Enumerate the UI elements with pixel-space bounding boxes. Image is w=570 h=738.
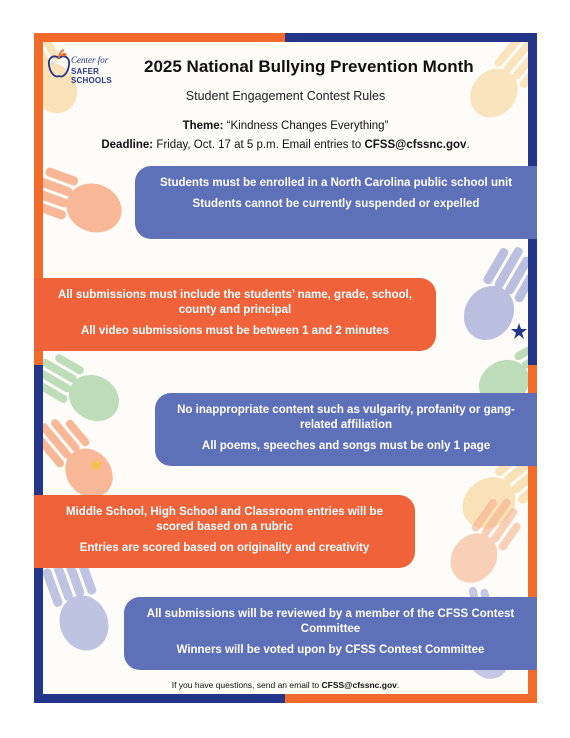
rule-3-line-1: No inappropriate content such as vulgarity, profanity or gang-related affiliation (177, 404, 515, 431)
rule-4-line-1: Middle School, High School and Classroom entries will be scored based on a rubric (66, 506, 383, 533)
rule-5-line-2: Winners will be voted upon by CFSS Contest Committee (176, 644, 485, 656)
rule-1-line-1: Students must be enrolled in a North Carolina public school unit (159, 177, 513, 189)
handprint-icon (34, 407, 123, 507)
handprint-icon (34, 161, 129, 240)
footer-email[interactable]: CFSS@cfssnc.gov (321, 680, 397, 690)
rule-box-1 (135, 166, 537, 239)
footer-text: If you have questions, send an email to (171, 680, 322, 690)
rule-2-line-1: All submissions must include the students’ name, grade, school, county and principal (57, 289, 413, 316)
cfss-logo (47, 43, 139, 85)
border-top-right (285, 33, 537, 42)
flyer (34, 33, 537, 703)
rule-2-line-2: All video submissions must be between 1 and 2 minutes (80, 325, 390, 337)
handprint-icon (460, 33, 537, 127)
handprint-icon (454, 239, 537, 350)
rule-box-5 (124, 597, 537, 670)
rule-3-line-2: All poems, speeches and songs must be only 1 page (201, 440, 491, 452)
border-top-left (34, 33, 285, 42)
rule-box-3 (155, 393, 537, 466)
border-bottom-right (285, 694, 537, 703)
theme-value: “Kindness Changes Everything” (223, 120, 389, 132)
deadline-end: . (466, 139, 470, 151)
page-title: 2025 National Bullying Prevention Month (144, 57, 474, 76)
theme-line (34, 120, 537, 132)
apple-logo-icon (47, 49, 71, 79)
theme-label: Theme: (182, 120, 224, 132)
rule-4-line-2: Entries are scored based on originality and creativity (79, 542, 370, 554)
border-bottom-left (34, 694, 285, 703)
deadline-text: Friday, Oct. 17 at 5 p.m. Email entries to (153, 139, 365, 151)
logo-line-2: SAFER SCHOOLS (71, 67, 112, 85)
handprint-icon (34, 345, 128, 430)
rule-1-line-2: Students cannot be currently suspended or expelled (192, 198, 480, 210)
logo-line-1: Center for (71, 55, 109, 65)
deadline-line (34, 139, 537, 151)
deadline-label: Deadline: (101, 139, 154, 151)
rule-5-line-1: All submissions will be reviewed by a member of the CFSS Contest Committee (146, 608, 515, 635)
star-icon (511, 323, 527, 339)
page-subtitle: Student Engagement Contest Rules (185, 89, 386, 103)
rule-box-4 (34, 495, 415, 568)
footer-note (34, 680, 537, 690)
footer-end: . (396, 680, 400, 690)
rule-box-2 (34, 278, 436, 351)
deadline-email[interactable]: CFSS@cfssnc.gov (364, 139, 467, 151)
